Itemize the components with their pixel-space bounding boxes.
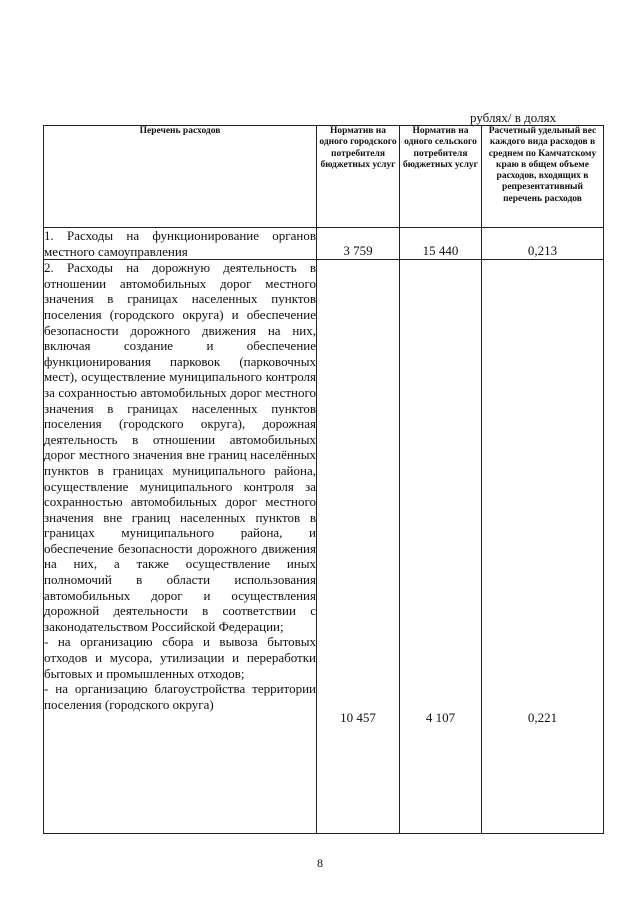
row-1-description: 1. Расходы на функционирование органов местного самоуправления (44, 228, 316, 259)
row-2-weight-value: 0,221 (527, 710, 558, 726)
header-urban-norm: Норматив на одного городского потребителя бюджетных услуг (317, 126, 400, 228)
row-2-urban-value: 10 457 (340, 710, 376, 726)
header-rural-norm: Норматив на одного сельского потребителя бюджетных услуг (400, 126, 482, 228)
table-row (44, 260, 604, 834)
row-1-rural: 15 440 (400, 228, 482, 260)
page-number: 8 (317, 856, 323, 870)
row-2-rural-value: 4 107 (425, 710, 456, 726)
row-2-description (44, 260, 317, 834)
header-row (44, 126, 604, 228)
row-2-rural (400, 260, 482, 834)
row-2-urban (317, 260, 400, 834)
row-2-paragraph-2: - на организацию сбора и вывоза бытовых отходов и мусора, утилизации и переработки бытовых и промышленных отходов; (44, 634, 316, 681)
units-note: рублях/ в долях (470, 110, 557, 125)
expenses-table (43, 125, 604, 834)
header-expenses: Перечень расходов (44, 126, 317, 228)
header-weight: Расчетный удельный вес каждого вида расходов в среднем по Камчатскому краю в общем объеме расходов, входящих в репрезентативный перечень расходов (482, 126, 604, 228)
row-2-weight (482, 260, 604, 834)
row-2-paragraph-1: 2. Расходы на дорожную деятельность в отношении автомобильных дорог местного значения в границах населенных пунктов поселения (городского округа) и обеспечение безопасности дорожного движения на них, включая создание и обеспечение функционирования парковок (парковочных мест), осуществление муниципального контроля за сохранностью автомобильных дорог местного значения в границах населенных пунктов поселения (городского округа), дорожная деятельность в отношении автомобильных дорог местного значения вне границ населённых пунктов в границах муниципального района, осуществление муниципального контроля за сохранностью автомобильных дорог местного значения вне границ населенных пунктов в границах муниципального района, и обеспечение безопасности дорожного движения на них, а также осуществление иных полномочий в области использования автомобильных дорог и осуществления дорожной деятельности в соответствии с законодательством Российской Федерации; (44, 260, 316, 634)
row-1-urban: 3 759 (317, 228, 400, 260)
row-2-paragraph-3: - на организацию благоустройства территории поселения (городского округа) (44, 681, 316, 712)
table-row (44, 228, 604, 260)
row-1-weight: 0,213 (482, 228, 604, 260)
